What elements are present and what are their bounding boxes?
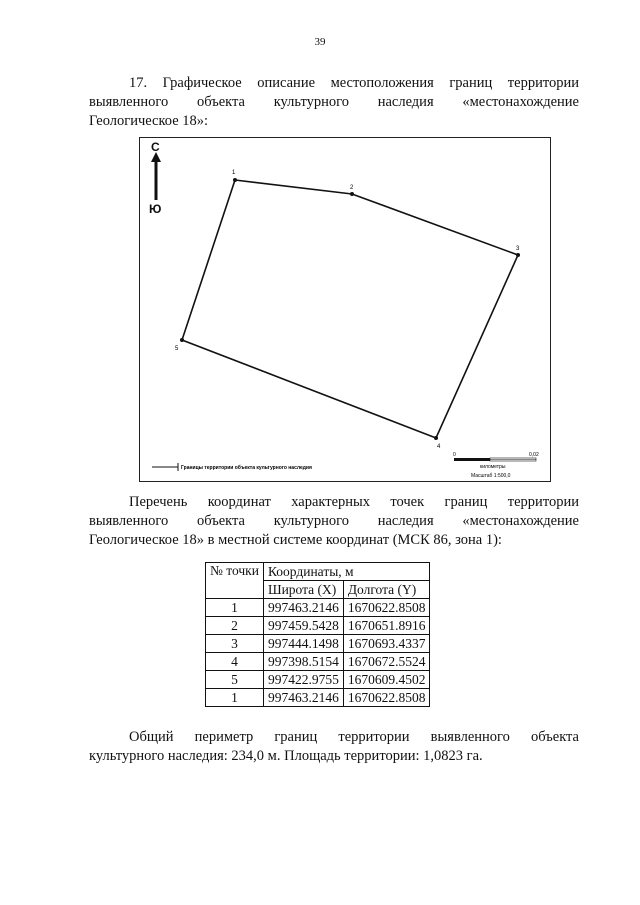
point-cell: 3 <box>206 635 264 653</box>
boundary-vertex <box>175 338 184 352</box>
point-cell: 4 <box>206 653 264 671</box>
section-heading-line: выявленного объекта культурного наследия «местонахождение <box>89 94 579 110</box>
y-cell: 1670672.5524 <box>343 653 430 671</box>
x-cell: 997463.2146 <box>263 599 343 617</box>
header-longitude: Долгота (Y) <box>343 581 430 599</box>
coordinates-intro-line: Перечень координат характерных точек границ территории <box>129 494 579 510</box>
x-cell: 997444.1498 <box>263 635 343 653</box>
table-row <box>206 617 430 635</box>
boundary-vertex <box>232 170 237 182</box>
territory-boundary <box>182 180 518 438</box>
coordinates-intro-line: Геологическое 18» в местной системе координат (МСК 86, зона 1): <box>89 532 502 548</box>
point-cell: 2 <box>206 617 264 635</box>
section-heading <box>89 74 579 131</box>
point-cell: 5 <box>206 671 264 689</box>
point-label: 4 <box>437 444 441 450</box>
x-cell: 997463.2146 <box>263 689 343 707</box>
table-row <box>206 635 430 653</box>
point-cell: 1 <box>206 689 264 707</box>
summary-line: культурного наследия: 234,0 м. Площадь территории: 1,0823 га. <box>89 748 483 764</box>
point-label: 1 <box>232 170 236 176</box>
north-arrow-icon <box>149 140 161 216</box>
scale-unit: километры <box>480 464 506 470</box>
coordinates-intro-line: выявленного объекта культурного наследия «местонахождение <box>89 513 579 529</box>
coordinates-intro <box>89 493 579 550</box>
coordinates-table <box>205 562 430 707</box>
y-cell: 1670622.8508 <box>343 599 430 617</box>
map-legend <box>152 463 312 471</box>
header-coordinates: Координаты, м <box>263 563 430 581</box>
legend-text: Границы территории объекта культурного наследия <box>181 465 312 471</box>
header-point: № точки <box>206 563 264 599</box>
scale-tick-start: 0 <box>453 452 456 458</box>
table-row <box>206 671 430 689</box>
point-label: 2 <box>350 185 354 191</box>
boundary-map <box>139 137 551 482</box>
section-heading-line: Геологическое 18»: <box>89 113 209 129</box>
section-heading-line: 17. Графическое описание местоположения границ территории <box>129 75 579 91</box>
table-row <box>206 689 430 707</box>
page-number: 39 <box>314 36 326 48</box>
x-cell: 997422.9755 <box>263 671 343 689</box>
point-cell: 1 <box>206 599 264 617</box>
header-latitude: Широта (X) <box>263 581 343 599</box>
table-row <box>206 599 430 617</box>
boundary-vertex <box>516 246 520 257</box>
table-header-row <box>206 563 430 581</box>
table-row <box>206 653 430 671</box>
summary <box>89 728 579 766</box>
y-cell: 1670622.8508 <box>343 689 430 707</box>
y-cell: 1670693.4337 <box>343 635 430 653</box>
scale-tick-end: 0,02 <box>529 452 539 458</box>
point-label: 3 <box>516 246 520 252</box>
scale-bar <box>453 452 539 479</box>
y-cell: 1670651.8916 <box>343 617 430 635</box>
y-cell: 1670609.4502 <box>343 671 430 689</box>
boundary-vertex <box>350 185 354 196</box>
x-cell: 997459.5428 <box>263 617 343 635</box>
point-label: 5 <box>175 346 179 352</box>
x-cell: 997398.5154 <box>263 653 343 671</box>
scale-text: Масштаб 1:500,0 <box>471 473 511 479</box>
north-label: С <box>151 140 160 154</box>
south-label: Ю <box>149 202 162 216</box>
boundary-vertex <box>434 436 441 450</box>
summary-line: Общий периметр границ территории выявленного объекта <box>129 729 579 745</box>
